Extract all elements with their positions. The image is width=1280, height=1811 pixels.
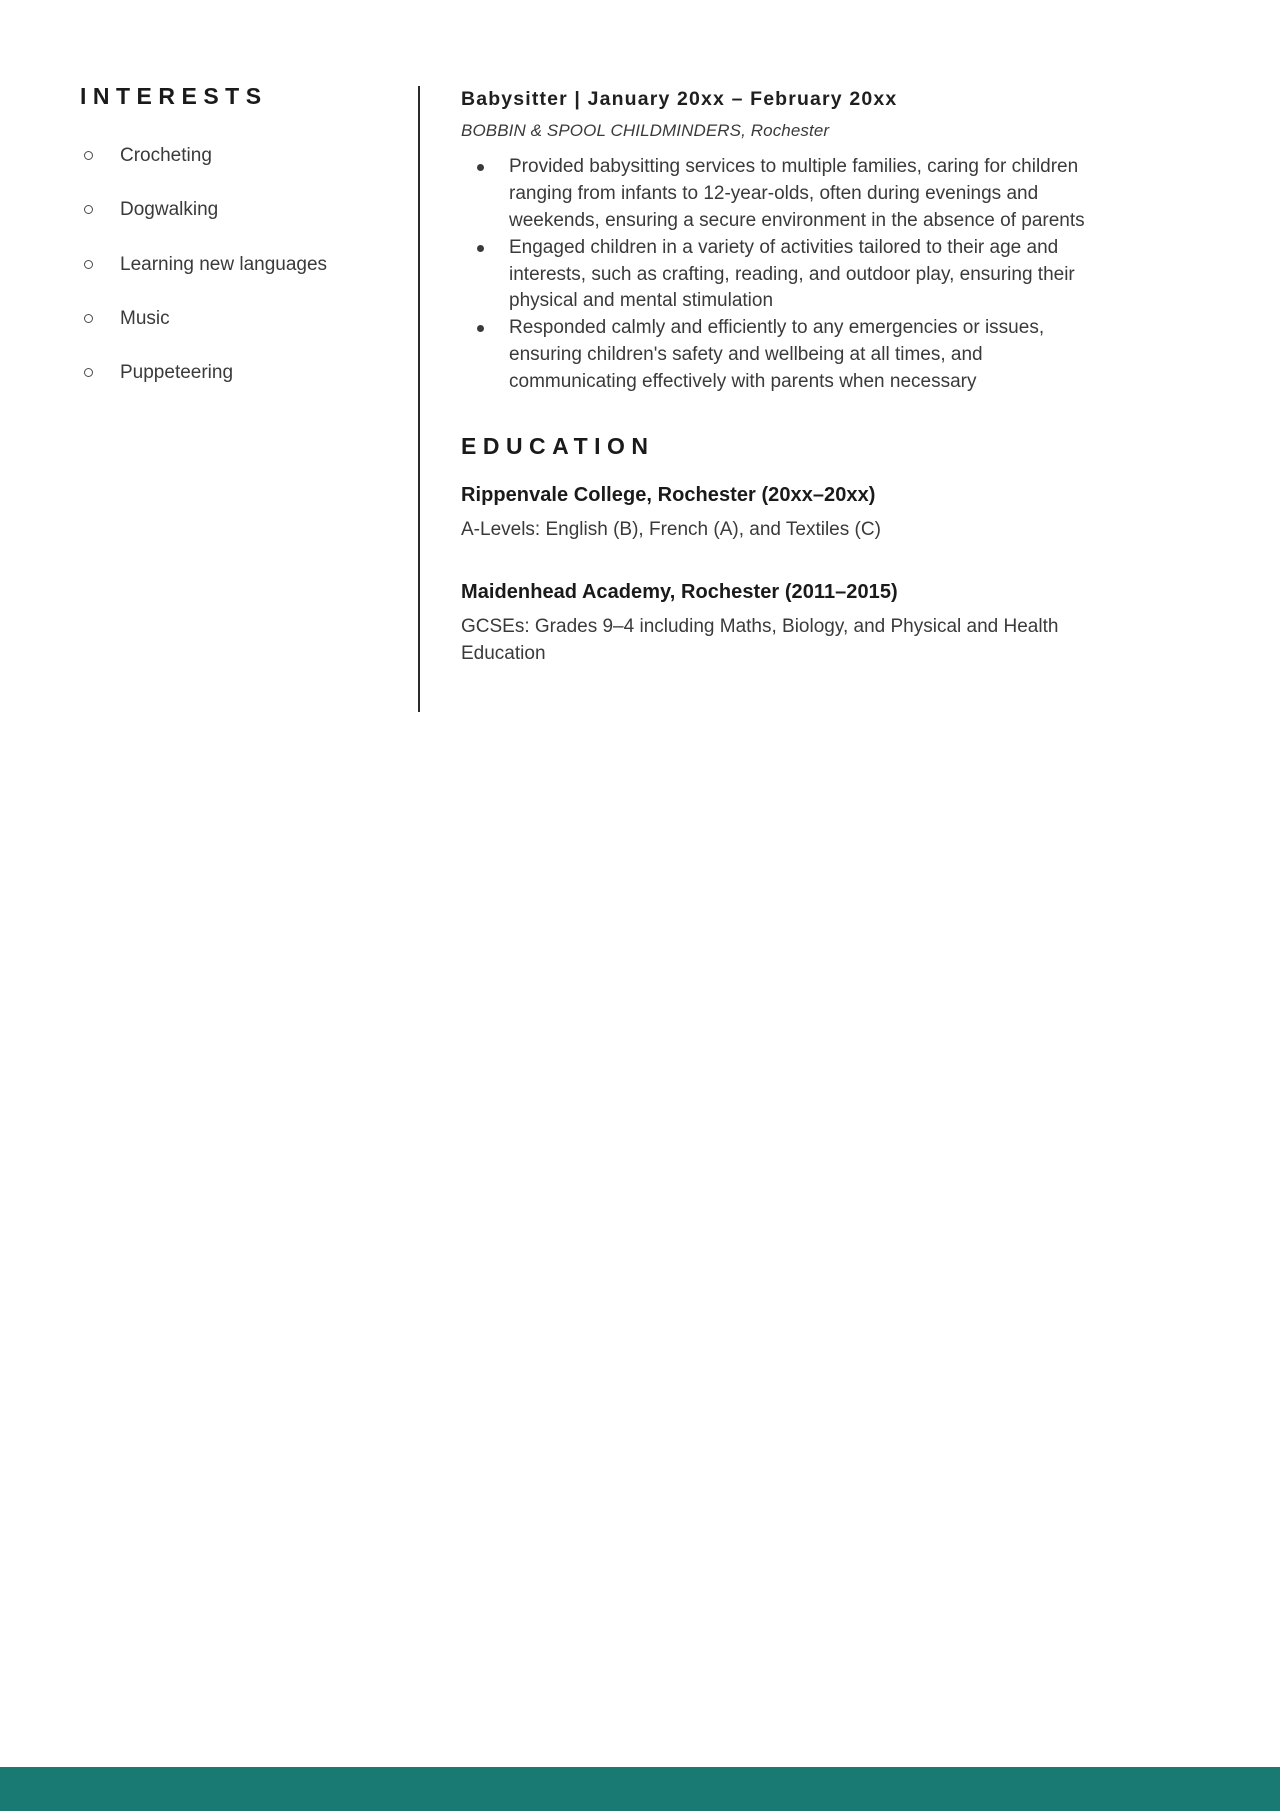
hollow-circle-bullet-icon	[84, 205, 93, 214]
solid-circle-bullet-icon	[477, 325, 484, 332]
list-item	[80, 306, 410, 332]
job-duties-list	[461, 154, 1107, 395]
education-detail: GCSEs: Grades 9–4 including Maths, Biology, and Physical and Health Education	[461, 615, 1059, 664]
interest-label: Music	[120, 307, 170, 329]
solid-circle-bullet-icon	[477, 164, 484, 171]
job-company: BOBBIN & SPOOL CHILDMINDERS, Rochester	[461, 121, 830, 141]
list-item	[461, 154, 1107, 234]
experience-entry	[461, 88, 1107, 396]
interests-list	[80, 143, 410, 385]
footer-accent-bar	[0, 1767, 1280, 1811]
interest-label: Dogwalking	[120, 199, 219, 221]
education-school: Rippenvale College, Rochester (20xx–20xx)	[461, 483, 876, 506]
hollow-circle-bullet-icon	[84, 260, 93, 269]
duty-text: Responded calmly and efficiently to any emergencies or issues, ensuring children's safety and wellbeing at all times, and communicating effectively with parents when necessary	[509, 317, 1045, 392]
list-item	[461, 315, 1107, 395]
hollow-circle-bullet-icon	[84, 368, 93, 377]
hollow-circle-bullet-icon	[84, 314, 93, 323]
main-column	[461, 88, 1107, 667]
list-item	[80, 360, 410, 386]
interest-label: Learning new languages	[120, 253, 328, 275]
duty-text: Provided babysitting services to multiple families, caring for children ranging from infants to 12-year-olds, often during evenings and weekends, ensuring a secure environment in the absence of parents	[509, 156, 1085, 232]
column-divider	[418, 86, 420, 712]
interest-label: Puppeteering	[120, 361, 234, 383]
list-item	[80, 143, 410, 169]
list-item	[80, 197, 410, 223]
solid-circle-bullet-icon	[477, 245, 484, 252]
education-detail: A-Levels: English (B), French (A), and Textiles (C)	[461, 518, 881, 540]
interests-section	[80, 84, 410, 414]
list-item	[80, 252, 410, 278]
education-entry	[461, 580, 1107, 668]
hollow-circle-bullet-icon	[84, 151, 93, 160]
education-school: Maidenhead Academy, Rochester (2011–2015)	[461, 580, 898, 603]
job-title: Babysitter | January 20xx – February 20xx	[461, 88, 898, 110]
education-entry	[461, 483, 1107, 544]
list-item	[461, 235, 1107, 315]
interest-label: Crocheting	[120, 145, 212, 167]
education-heading: EDUCATION	[461, 432, 655, 459]
duty-text: Engaged children in a variety of activities tailored to their age and interests, such as crafting, reading, and outdoor play, ensuring their physical and mental stimulation	[509, 236, 1075, 312]
interests-heading: INTERESTS	[80, 83, 268, 109]
